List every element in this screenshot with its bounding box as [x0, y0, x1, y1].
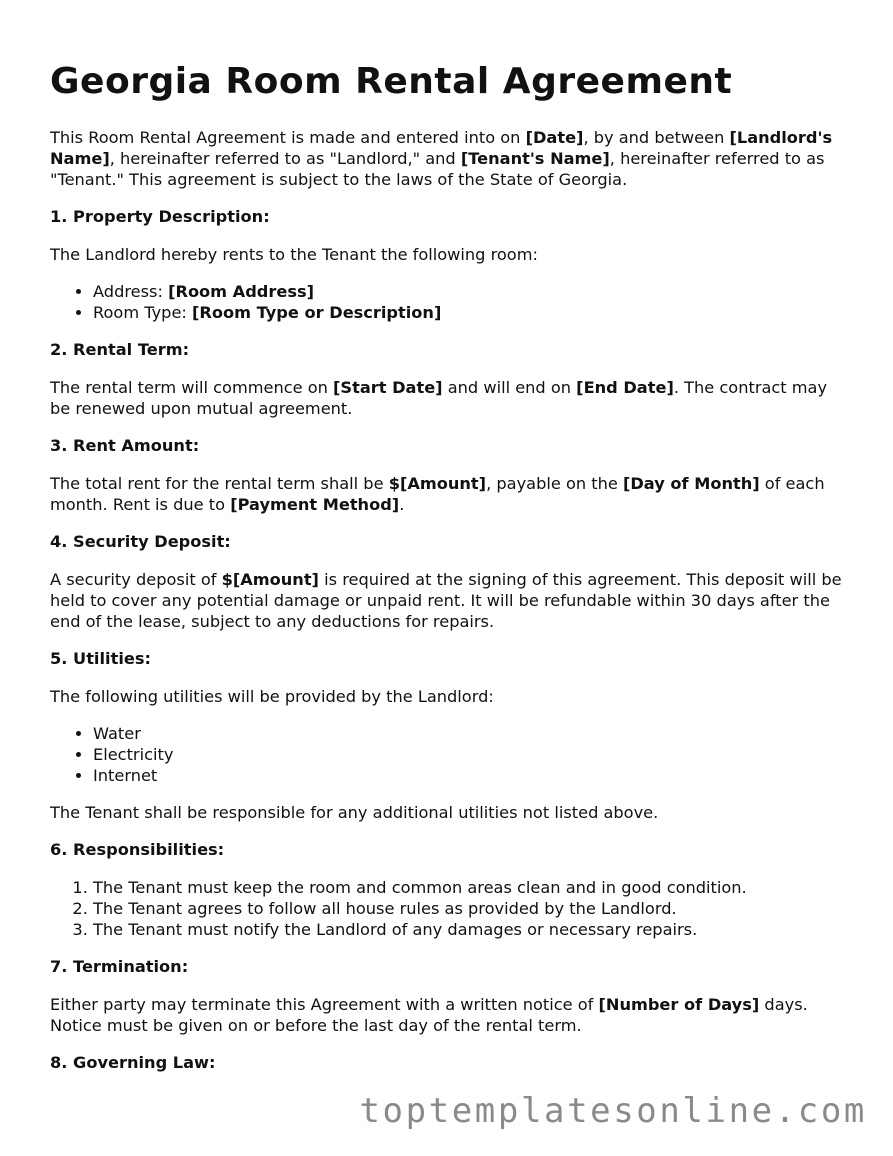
number-of-days-placeholder: [Number of Days]: [598, 995, 760, 1015]
payment-method-placeholder: [Payment Method]: [230, 495, 400, 515]
intro-text: , by and between: [583, 128, 730, 148]
intro-text: , hereinafter referred to as "Landlord," and: [109, 149, 461, 169]
section-heading-rent-amount: 3. Rent Amount:: [50, 436, 200, 456]
list-item: 3. The Tenant must notify the Landlord of any damages or necessary repairs.: [93, 919, 850, 940]
rent-text: of each month. Rent is due to: [50, 474, 825, 515]
section-heading-security-deposit: 4. Security Deposit:: [50, 532, 231, 552]
section-heading-rental-term: 2. Rental Term:: [50, 340, 190, 360]
section-heading-termination: 7. Termination:: [50, 957, 189, 977]
section-heading-utilities: 5. Utilities:: [50, 649, 151, 669]
list-item: • Internet: [93, 765, 850, 786]
end-date-placeholder: [End Date]: [576, 378, 674, 398]
intro-paragraph: [50, 127, 850, 190]
list-item: • Water: [93, 723, 850, 744]
section-heading-responsibilities: 6. Responsibilities:: [50, 840, 225, 860]
utilities-list: [50, 723, 850, 786]
property-list: [50, 281, 850, 323]
landlord-name-placeholder: [Landlord's Name]: [50, 128, 833, 169]
room-address-placeholder: [Room Address]: [168, 282, 315, 302]
termination-text: days. Notice must be given on or before the last day of the rental term.: [50, 995, 808, 1036]
day-of-month-placeholder: [Day of Month]: [622, 474, 760, 494]
intro-text: , hereinafter referred to as "Tenant." This agreement is subject to the laws of the State of Georgia.: [50, 149, 825, 190]
list-item: • Electricity: [93, 744, 850, 765]
property-text: The Landlord hereby rents to the Tenant the following room:: [50, 245, 538, 265]
document-title: Georgia Room Rental Agreement: [50, 61, 733, 102]
term-text: The rental term will commence on: [50, 378, 334, 398]
security-deposit-paragraph: [50, 569, 850, 632]
start-date-placeholder: [Start Date]: [333, 378, 443, 398]
list-item: 2. The Tenant agrees to follow all house rules as provided by the Landlord.: [93, 898, 850, 919]
termination-paragraph: [50, 994, 850, 1036]
rent-text: The total rent for the rental term shall be: [50, 474, 389, 494]
rental-term-paragraph: [50, 377, 850, 419]
document: [50, 60, 850, 1090]
room-type-placeholder: [Room Type or Description]: [192, 303, 442, 323]
date-placeholder: [Date]: [525, 128, 584, 148]
tenant-name-placeholder: [Tenant's Name]: [460, 149, 610, 169]
rent-text: .: [399, 495, 405, 515]
list-item: [93, 302, 850, 323]
rent-text: , payable on the: [486, 474, 623, 494]
list-item: 1. The Tenant must keep the room and common areas clean and in good condition.: [93, 877, 850, 898]
section-heading-property: 1. Property Description:: [50, 207, 270, 227]
utilities-text: The following utilities will be provided by the Landlord:: [50, 687, 494, 707]
term-text: and will end on: [442, 378, 577, 398]
item-label: Room Type:: [93, 303, 193, 323]
deposit-text: is required at the signing of this agreement. This deposit will be held to cover any potential damage or unpaid rent. It will be refundable within 30 days after the end of the lease, subject to any deductions for repairs.: [50, 570, 842, 632]
deposit-text: A security deposit of: [50, 570, 222, 590]
utilities-after-text: The Tenant shall be responsible for any additional utilities not listed above.: [50, 803, 659, 823]
rent-amount-placeholder: $[Amount]: [388, 474, 487, 494]
responsibilities-list: [50, 877, 850, 940]
term-text: . The contract may be renewed upon mutual agreement.: [50, 378, 828, 419]
watermark: toptemplatesonline.com: [359, 1091, 867, 1131]
deposit-amount-placeholder: $[Amount]: [221, 570, 319, 590]
list-item: [93, 281, 850, 302]
termination-text: Either party may terminate this Agreement with a written notice of: [50, 995, 599, 1015]
rent-amount-paragraph: [50, 473, 850, 515]
item-label: Address:: [93, 282, 169, 302]
section-heading-governing-law: 8. Governing Law:: [50, 1053, 216, 1073]
intro-text: This Room Rental Agreement is made and entered into on: [50, 128, 526, 148]
